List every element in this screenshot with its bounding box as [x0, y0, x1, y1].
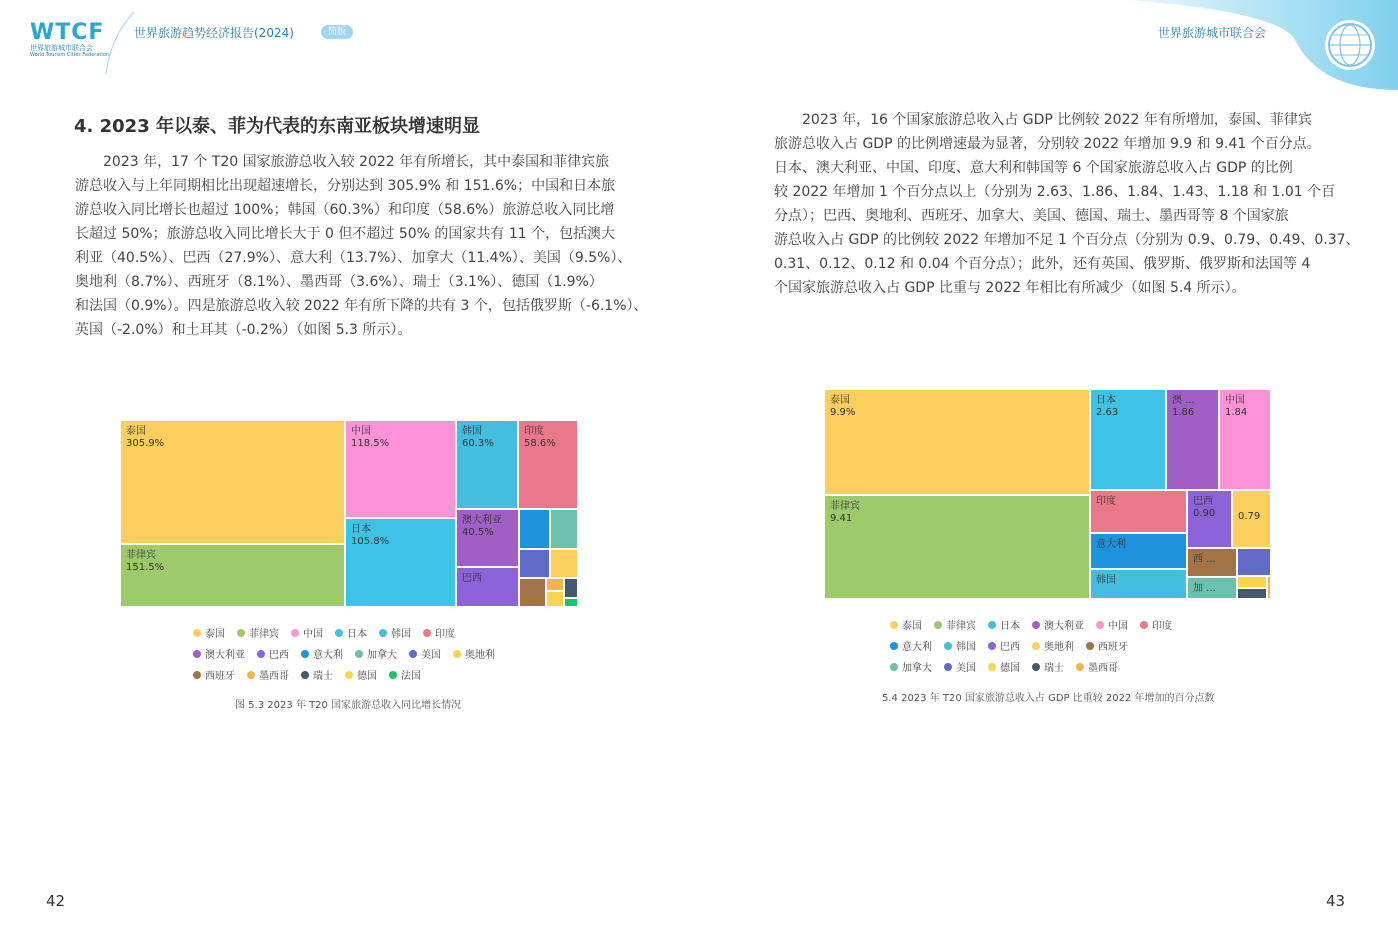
treemap-cell [1237, 576, 1267, 588]
paragraph-line: 2023 年，16 个国家旅游总收入占 GDP 比例较 2022 年有所增加，泰国、菲律宾 [774, 112, 1312, 128]
treemap-cell [1090, 389, 1166, 490]
treemap-cell [519, 578, 546, 607]
right-paragraph [774, 108, 1360, 300]
treemap-cell-label: 中国 118.5% [351, 426, 390, 449]
treemap-cell-label: 泰国 305.9% [126, 426, 165, 449]
treemap-cell [345, 420, 456, 518]
paragraph-line: 和法国（0.9%）。四是旅游总收入较 2022 年有所下降的共有 3 个，包括俄罗斯（-6.1%）、 [75, 298, 648, 314]
legend-label: 瑞士 [313, 671, 333, 682]
treemap-cell [519, 549, 550, 578]
legend-label: 中国 [1108, 621, 1128, 632]
legend-label: 印度 [435, 629, 455, 640]
paragraph-line: 0.31、0.12、0.12 和 0.04 个百分点）；此外，还有英国、俄罗斯、俄罗斯和法国等 4 [774, 256, 1311, 272]
legend-dot-icon [1086, 642, 1094, 650]
legend-label: 西班牙 [1098, 642, 1128, 653]
treemap-cell [1187, 490, 1232, 548]
legend-label: 韩国 [956, 642, 976, 653]
legend-label: 西班牙 [205, 671, 235, 682]
treemap-cell-label: 泰国 9.9% [830, 395, 856, 418]
legend-dot-icon [389, 671, 397, 679]
legend-dot-icon [237, 629, 245, 637]
legend-item [389, 667, 421, 682]
treemap-cell [546, 578, 564, 591]
legend-item [934, 617, 976, 632]
legend-row [193, 625, 467, 640]
paragraph-line: 长超过 50%；旅游总收入同比增长大于 0 但不超过 50% 的国家共有 11 个，包括澳大 [75, 226, 616, 242]
legend-label: 奥地利 [1044, 642, 1074, 653]
treemap-cell [456, 567, 519, 607]
treemap-cell [1219, 389, 1271, 490]
legend-item [1076, 659, 1118, 674]
legend-item [301, 667, 333, 682]
legend-item [890, 659, 932, 674]
legend-item [1032, 617, 1084, 632]
legend-item [247, 667, 289, 682]
legend-item [193, 667, 235, 682]
treemap-cell [564, 578, 578, 598]
legend-row [890, 638, 1140, 653]
treemap-growth [120, 420, 578, 607]
legend-item [890, 617, 922, 632]
legend-item [453, 646, 495, 661]
legend-label: 加拿大 [902, 663, 932, 674]
legend-dot-icon [988, 621, 996, 629]
legend-dot-icon [345, 671, 353, 679]
figure-caption-5-4: 5.4 2023 年 T20 国家旅游总收入占 GDP 比重较 2022 年增加的百分点数 [882, 693, 1215, 704]
treemap-cell [546, 591, 564, 607]
treemap-cell [1090, 569, 1187, 599]
legend-label: 墨西哥 [1088, 663, 1118, 674]
paragraph-line: 利亚（40.5%）、巴西（27.9%）、意大利（13.7%）、加拿大（11.4%）、美国（9.5%）、 [75, 250, 632, 266]
legend-dot-icon [1096, 621, 1104, 629]
treemap-cell [1232, 490, 1271, 548]
treemap-cell [824, 389, 1090, 495]
legend-label: 韩国 [391, 629, 411, 640]
legend-item [1140, 617, 1172, 632]
legend-item [335, 625, 367, 640]
header-divider-curve [100, 8, 140, 78]
treemap-gdp-share [824, 389, 1271, 599]
legend-item [355, 646, 397, 661]
legend-dot-icon [890, 621, 898, 629]
treemap-cell [1237, 588, 1267, 599]
legend-label: 日本 [1000, 621, 1020, 632]
legend-dot-icon [257, 650, 265, 658]
legend-item [988, 638, 1020, 653]
legend-dot-icon [890, 663, 898, 671]
paragraph-line: 较 2022 年增加 1 个百分点以上（分别为 2.63、1.86、1.84、1.43、1.18 和 1.01 个百 [774, 184, 1336, 200]
paragraph-line: 游总收入同比增长也超过 100%；韩国（60.3%）和印度（58.6%）旅游总收入同比增 [75, 202, 615, 218]
legend-item [988, 617, 1020, 632]
treemap-cell [550, 549, 578, 578]
legend-row [890, 659, 1130, 674]
edition-badge: 简版 [321, 25, 353, 39]
legend-item [301, 646, 343, 661]
legend-label: 瑞士 [1044, 663, 1064, 674]
legend-item [379, 625, 411, 640]
legend-dot-icon [379, 629, 387, 637]
treemap-cell [345, 518, 456, 607]
paragraph-line: 日本、澳大利亚、中国、印度、意大利和韩国等 6 个国家旅游总收入占 GDP 的比例 [774, 160, 1293, 176]
treemap-cell-label: 韩国 [1096, 575, 1116, 586]
treemap-cell-label: 0.79 [1238, 511, 1261, 522]
report-title: 世界旅游趋势经济报告(2024) [134, 26, 294, 40]
legend-dot-icon [409, 650, 417, 658]
legend-label: 法国 [401, 671, 421, 682]
legend-label: 加拿大 [367, 650, 397, 661]
treemap-cell-label: 印度 [1096, 496, 1116, 507]
legend-dot-icon [355, 650, 363, 658]
treemap-cell [1090, 533, 1187, 569]
logo-cn-name: 世界旅游城市联合会 [30, 44, 93, 52]
legend-row [193, 646, 507, 661]
legend-label: 巴西 [1000, 642, 1020, 653]
treemap-cell-label: 加 ... [1193, 583, 1216, 594]
paragraph-line: 2023 年，17 个 T20 国家旅游总收入较 2022 年有所增长，其中泰国和菲律宾旅 [75, 154, 610, 170]
treemap-cell [456, 420, 518, 509]
legend-item [1032, 638, 1074, 653]
paragraph-line: 游总收入与上年同期相比出现超速增长，分别达到 305.9% 和 151.6%；中国和日本旅 [75, 178, 616, 194]
legend-dot-icon [1140, 621, 1148, 629]
treemap-cell [564, 598, 578, 607]
treemap-cell [1187, 577, 1237, 599]
treemap-cell-label: 菲律宾 9.41 [830, 501, 860, 524]
treemap-cell-label: 巴西 0.90 [1193, 496, 1216, 519]
legend-dot-icon [1076, 663, 1084, 671]
treemap-cell [1187, 548, 1237, 577]
legend-item [291, 625, 323, 640]
treemap-cell [120, 420, 345, 544]
treemap-cell [1237, 548, 1271, 576]
legend-dot-icon [988, 642, 996, 650]
legend-label: 日本 [347, 629, 367, 640]
legend-item [1096, 617, 1128, 632]
legend-dot-icon [934, 621, 942, 629]
treemap-cell-label: 西 ... [1193, 554, 1216, 565]
treemap-cell-label: 巴西 [462, 573, 482, 584]
legend-label: 意大利 [902, 642, 932, 653]
treemap-cell [1166, 389, 1219, 490]
legend-dot-icon [193, 629, 201, 637]
legend-item [423, 625, 455, 640]
legend-dot-icon [1032, 642, 1040, 650]
legend-label: 德国 [357, 671, 377, 682]
treemap-cell-label: 日本 105.8% [351, 524, 390, 547]
paragraph-line: 旅游总收入占 GDP 的比例增速最为显著，分别较 2022 年增加 9.9 和 9.41 个百分点。 [774, 136, 1321, 152]
legend-dot-icon [193, 650, 201, 658]
treemap-cell-label: 菲律宾 151.5% [126, 550, 165, 573]
treemap-cell [824, 495, 1090, 599]
legend-label: 澳大利亚 [1044, 621, 1084, 632]
legend-label: 奥地利 [465, 650, 495, 661]
treemap-cell-label: 印度 58.6% [524, 426, 556, 449]
treemap-cell [550, 509, 578, 549]
wtcf-logo [30, 22, 108, 66]
legend-dot-icon [193, 671, 201, 679]
legend-label: 意大利 [313, 650, 343, 661]
treemap-cell [518, 420, 578, 509]
legend-label: 美国 [956, 663, 976, 674]
treemap-cell [456, 509, 519, 567]
legend-item [193, 646, 245, 661]
legend-dot-icon [944, 663, 952, 671]
legend-label: 菲律宾 [946, 621, 976, 632]
treemap-cell [120, 544, 345, 607]
legend-item [193, 625, 225, 640]
logo-wordmark: WTCF [30, 20, 105, 45]
treemap-cell-label: 澳大利亚 40.5% [462, 515, 502, 538]
treemap-cell [1267, 576, 1271, 599]
legend-label: 澳大利亚 [205, 650, 245, 661]
legend-dot-icon [988, 663, 996, 671]
treemap-cell-label: 中国 1.84 [1225, 395, 1248, 418]
legend-dot-icon [301, 671, 309, 679]
legend-item [345, 667, 377, 682]
globe-emblem-icon [1324, 19, 1376, 71]
legend-label: 泰国 [205, 629, 225, 640]
legend-dot-icon [1032, 621, 1040, 629]
legend-item [890, 638, 932, 653]
legend-item [944, 659, 976, 674]
legend-dot-icon [453, 650, 461, 658]
legend-label: 中国 [303, 629, 323, 640]
legend-label: 泰国 [902, 621, 922, 632]
legend-row [193, 667, 433, 682]
legend-label: 美国 [421, 650, 441, 661]
legend-dot-icon [890, 642, 898, 650]
logo-en-name: World Tourism Cities Federation [30, 52, 109, 58]
paragraph-line: 分点）；巴西、奥地利、西班牙、加拿大、美国、德国、瑞士、墨西哥等 8 个国家旅 [774, 208, 1289, 224]
legend-dot-icon [335, 629, 343, 637]
treemap-cell-label: 日本 2.63 [1096, 395, 1119, 418]
section-title: 4. 2023 年以泰、菲为代表的东南亚板块增速明显 [74, 116, 480, 137]
legend-dot-icon [247, 671, 255, 679]
legend-item [237, 625, 279, 640]
paragraph-line: 游总收入占 GDP 的比例较 2022 年增加不足 1 个百分点（分别为 0.9、0.79、0.49、0.37、 [774, 232, 1360, 248]
legend-dot-icon [423, 629, 431, 637]
legend-item [257, 646, 289, 661]
legend-dot-icon [944, 642, 952, 650]
treemap-cell [519, 509, 550, 549]
legend-dot-icon [1032, 663, 1040, 671]
org-name: 世界旅游城市联合会 [1158, 26, 1267, 40]
legend-dot-icon [291, 629, 299, 637]
page-number-right: 43 [1326, 892, 1346, 910]
paragraph-line: 英国（-2.0%）和土耳其（-0.2%）（如图 5.3 所示）。 [75, 322, 412, 338]
legend-label: 菲律宾 [249, 629, 279, 640]
treemap-cell-label: 意大利 [1096, 539, 1126, 550]
legend-label: 巴西 [269, 650, 289, 661]
legend-dot-icon [301, 650, 309, 658]
legend-label: 印度 [1152, 621, 1172, 632]
paragraph-line: 奥地利（8.7%）、西班牙（8.1%）、墨西哥（3.6%）、瑞士（3.1%）、德国（1.9%） [75, 274, 603, 290]
legend-item [1032, 659, 1064, 674]
left-paragraph [75, 150, 648, 342]
treemap-cell-label: 澳 ... 1.86 [1172, 395, 1195, 418]
legend-item [944, 638, 976, 653]
figure-caption-5-3: 图 5.3 2023 年 T20 国家旅游总收入同比增长情况 [235, 700, 462, 711]
treemap-cell-label: 韩国 60.3% [462, 426, 494, 449]
treemap-cell [1090, 490, 1187, 533]
legend-row [890, 617, 1184, 632]
page-number-left: 42 [46, 892, 66, 910]
legend-label: 墨西哥 [259, 671, 289, 682]
paragraph-line: 个国家旅游总收入占 GDP 比重与 2022 年相比有所减少（如图 5.4 所示）。 [774, 280, 1246, 296]
legend-item [988, 659, 1020, 674]
legend-item [409, 646, 441, 661]
legend-label: 德国 [1000, 663, 1020, 674]
legend-item [1086, 638, 1128, 653]
